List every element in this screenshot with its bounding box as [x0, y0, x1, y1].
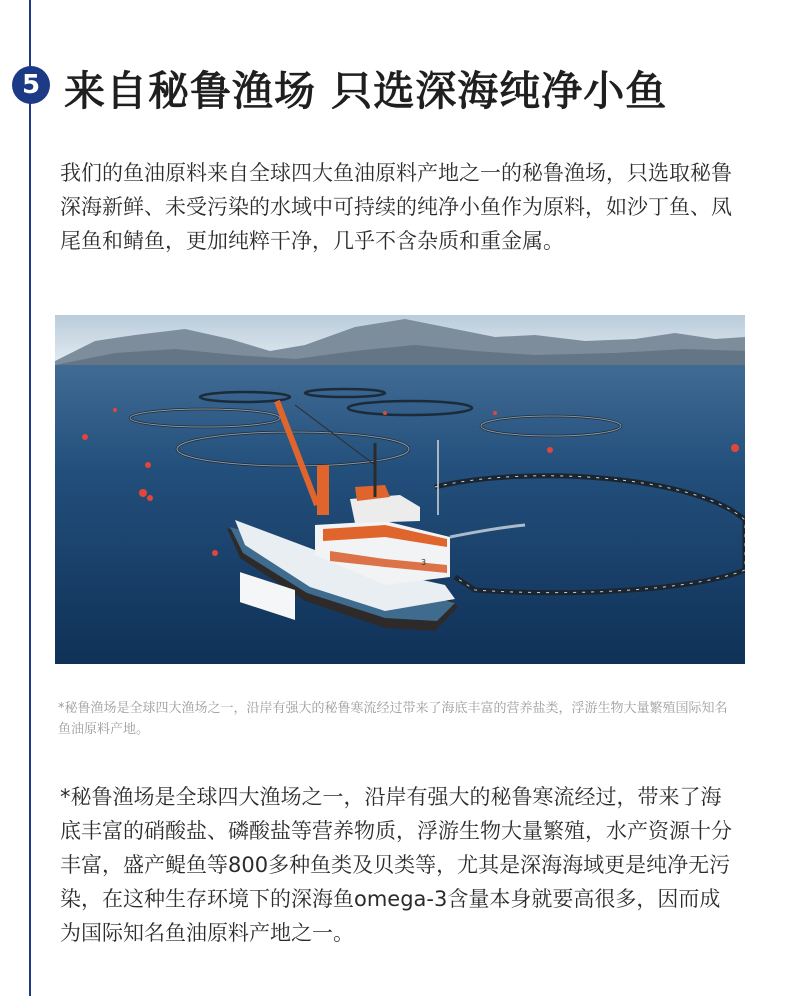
- intro-paragraph: 我们的鱼油原料来自全球四大鱼油原料产地之一的秘鲁渔场，只选取秘鲁深海新鲜、未受污染的水域中可持续的纯净小鱼作为原料，如沙丁鱼、凤尾鱼和鲭鱼，更加纯粹干净，几乎不含杂质和重金属。: [60, 161, 732, 253]
- section-number-badge: 5: [12, 66, 50, 104]
- ship-hull-number: 3: [421, 558, 427, 567]
- fishery-photo: [55, 315, 745, 664]
- section-divider-line: [29, 0, 31, 996]
- photo-caption: *秘鲁渔场是全球四大渔场之一，沿岸有强大的秘鲁寒流经过带来了海底丰富的营养盐类，浮游生物大量繁殖国际知名鱼油原料产地。: [58, 701, 728, 737]
- detail-paragraph: *秘鲁渔场是全球四大渔场之一，沿岸有强大的秘鲁寒流经过，带来了海底丰富的硝酸盐、磷酸盐等营养物质，浮游生物大量繁殖，水产资源十分丰富，盛产鳀鱼等800多种鱼类及贝类等，尤其是深海海域更是纯净无污染，在这种生存环境下的深海鱼omega-3含量本身就要高很多，因而成为国际知名鱼油原料产地之一。: [60, 785, 732, 945]
- section-title: 来自秘鲁渔场 只选深海纯净小鱼: [64, 67, 668, 115]
